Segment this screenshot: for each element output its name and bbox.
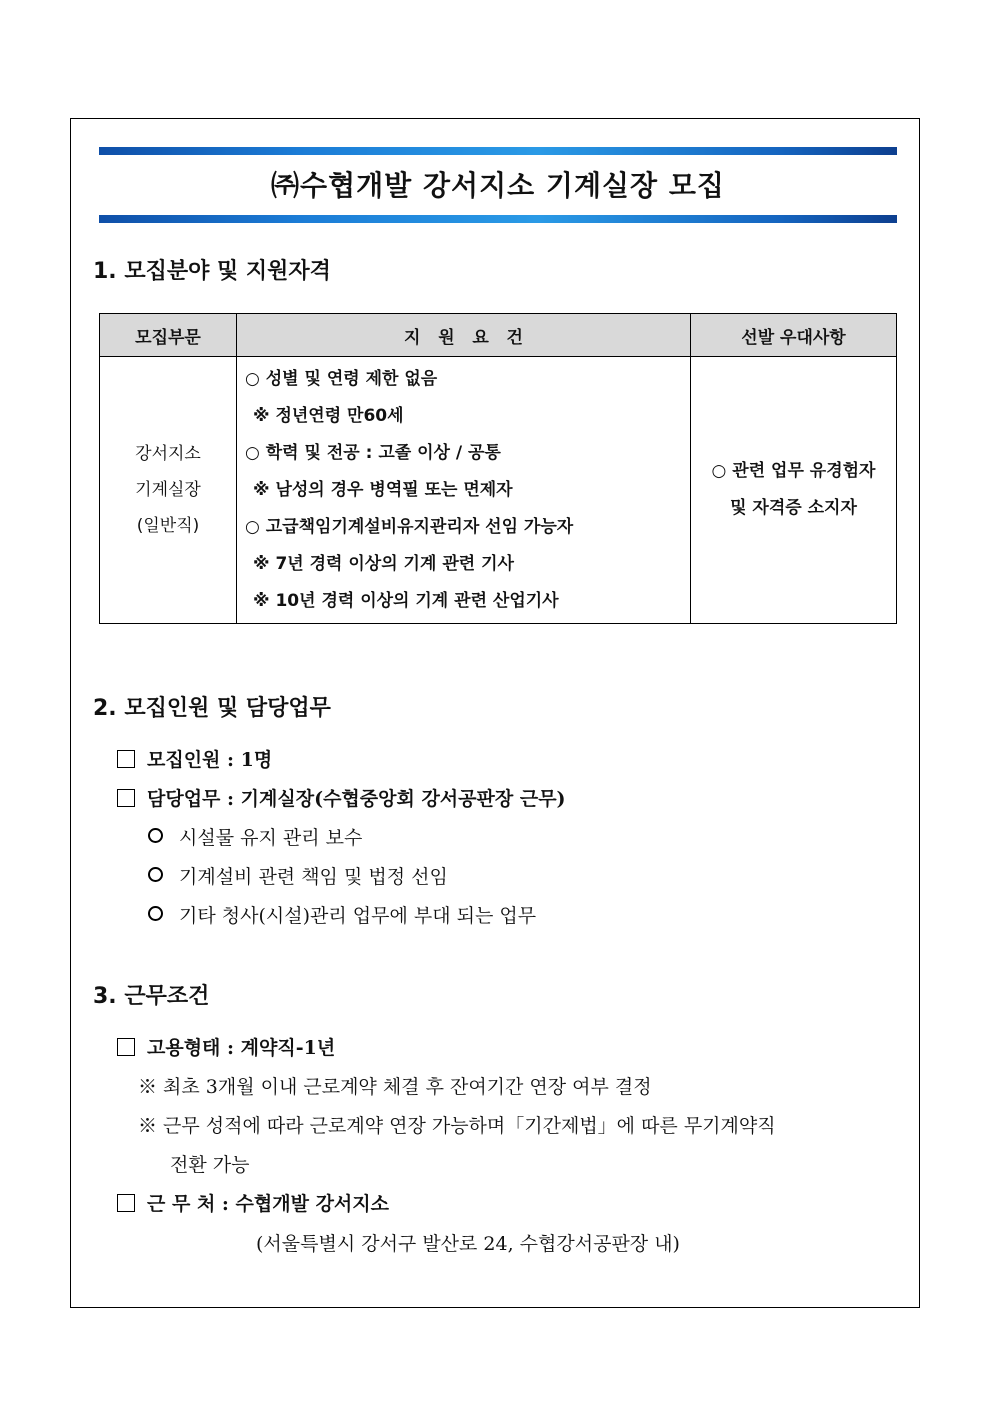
headcount-text: 모집인원 : 1명 — [147, 749, 273, 771]
duties-item — [117, 784, 566, 811]
header-division: 모집부문 — [100, 314, 237, 357]
preference-cell — [691, 357, 897, 624]
circle-bullet-icon — [148, 828, 163, 843]
duty-text: 기계설비 관련 책임 및 법정 선임 — [179, 866, 448, 888]
circle-bullet-icon — [148, 906, 163, 921]
table-row — [100, 357, 897, 624]
page-title: ㈜수협개발 강서지소 기계실장 모집 — [271, 169, 725, 202]
checkbox-square-icon — [117, 1038, 135, 1056]
requirements-cell — [237, 357, 691, 624]
employment-item — [117, 1033, 335, 1060]
section2-heading: 2. 모집인원 및 담당업무 — [93, 696, 331, 721]
table-header-row — [100, 314, 897, 357]
employment-note: ※ 근무 성적에 따라 근로계약 연장 가능하며「기간제법」에 따른 무기계약직 — [138, 1115, 776, 1137]
employment-text: 고용형태 : 계약직-1년 — [147, 1037, 336, 1059]
checkbox-square-icon — [117, 750, 135, 768]
requirement-item: ○ 학력 및 전공 : 고졸 이상 / 공통 — [245, 442, 501, 463]
section1-heading: 1. 모집분야 및 지원자격 — [93, 259, 331, 284]
duty-list-item — [148, 901, 536, 928]
requirements-table — [99, 313, 897, 624]
requirement-note: ※ 정년연령 만60세 — [253, 405, 404, 426]
requirement-item: ○ 성별 및 연령 제한 없음 — [245, 368, 438, 389]
title-top-bar — [99, 147, 897, 155]
division-line: (일반직) — [136, 516, 200, 536]
title-bottom-bar — [99, 215, 897, 223]
duty-list-item — [148, 823, 362, 850]
division-line: 기계실장 — [135, 480, 201, 500]
employment-note: ※ 최초 3개월 이내 근로계약 체결 후 잔여기간 연장 여부 결정 — [138, 1076, 652, 1098]
checkbox-square-icon — [117, 1194, 135, 1212]
header-preference: 선발 우대사항 — [691, 314, 897, 357]
division-line: 강서지소 — [135, 444, 201, 464]
duty-text: 시설물 유지 관리 보수 — [179, 827, 363, 849]
section3-heading: 3. 근무조건 — [93, 984, 210, 1009]
requirement-item: ○ 고급책임기계설비유지관리자 선임 가능자 — [245, 516, 574, 537]
circle-bullet-icon — [148, 867, 163, 882]
employment-note-continued: 전환 가능 — [170, 1154, 250, 1176]
workplace-item — [117, 1189, 389, 1216]
duties-label: 담당업무 : 기계실장(수협중앙회 강서공판장 근무) — [147, 788, 566, 810]
headcount-item — [117, 745, 272, 772]
duty-text: 기타 청사(시설)관리 업무에 부대 되는 업무 — [179, 905, 537, 927]
workplace-address: (서울특별시 강서구 발산로 24, 수협강서공판장 내) — [256, 1233, 680, 1255]
requirement-note: ※ 7년 경력 이상의 기계 관련 기사 — [253, 553, 514, 574]
division-cell — [100, 357, 237, 624]
duty-list-item — [148, 862, 448, 889]
checkbox-square-icon — [117, 789, 135, 807]
header-requirements: 지 원 요 건 — [237, 314, 691, 357]
workplace-text: 근 무 처 : 수협개발 강서지소 — [147, 1193, 389, 1215]
preference-line: ○ 관련 업무 유경험자 — [711, 461, 876, 481]
preference-line: 및 자격증 소지자 — [730, 498, 857, 518]
requirement-note: ※ 10년 경력 이상의 기계 관련 산업기사 — [253, 590, 559, 611]
requirement-note: ※ 남성의 경우 병역필 또는 면제자 — [253, 479, 513, 500]
